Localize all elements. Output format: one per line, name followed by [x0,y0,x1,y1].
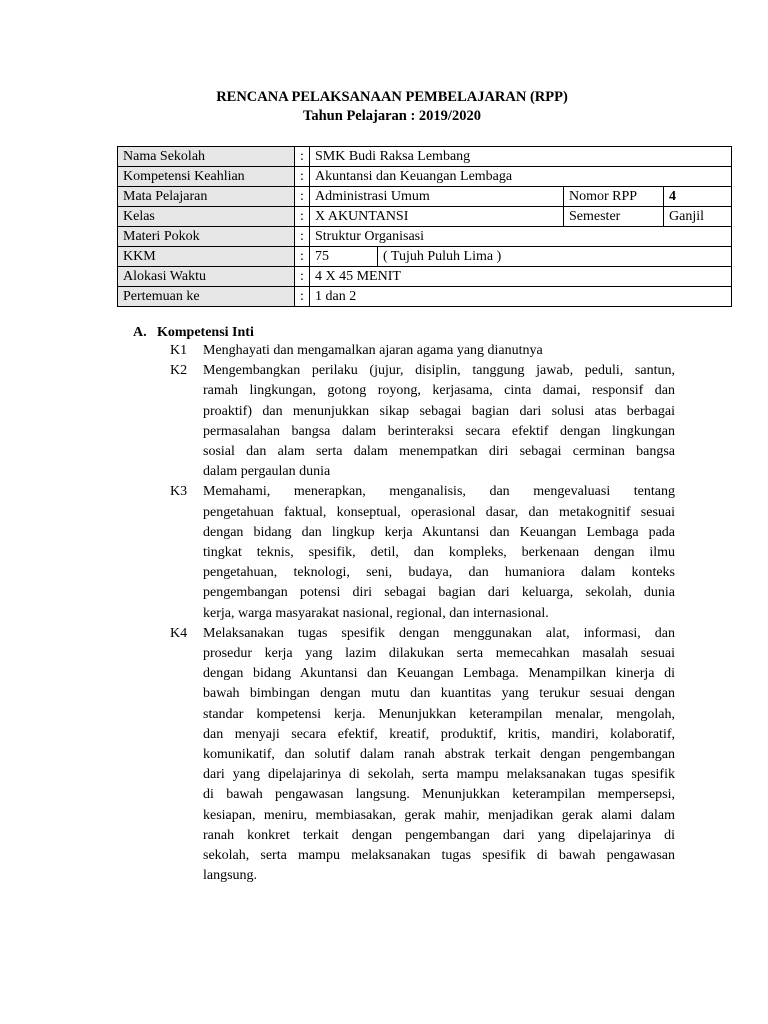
ki-text-line: permasalahan bangsa dalam berinteraksi secara efektif dengan lingkungan [203,423,675,439]
row-label-kelas: Kelas [118,207,295,227]
ki-text-line: proaktif) dan menunjukkan sikap sebagai bagian dari solusi atas berbagai [203,403,675,419]
ki-text-line: standar kompetensi kerja. Menunjukkan keterampilan menalar, mengolah, [203,706,675,722]
row-label-kompetensi-keahlian: Kompetensi Keahlian [118,167,295,187]
kkm-value: 75 [310,247,378,267]
ki-text [203,361,675,482]
section-marker: A. [133,325,147,340]
row-colon: : [295,227,310,247]
ki-text-line: pengembangan potensi diri sebagai bagian dari keluarga, sekolah, dunia [203,585,675,601]
row-label-kkm: KKM [118,247,295,267]
row-label-materi-pokok: Materi Pokok [118,227,295,247]
row-colon: : [295,207,310,227]
ki-text [203,624,675,887]
ki-text-line: dengan bidang dan lingkup kerja Akuntansi dan Keuangan Lembaga pada [203,524,675,540]
ki-text-line: sosial dan alam serta dalam menempatkan diri sebagai cerminan bangsa [203,444,675,459]
row-value-alokasi-waktu: 4 X 45 MENIT [310,267,732,287]
row-colon: : [295,147,310,167]
ki-text-line: tingkat teknis, spesifik, detil, dan kompleks, berkenaan dengan ilmu [203,545,675,560]
table-row [118,227,732,247]
row-value-kelas: X AKUNTANSI [310,207,564,227]
row-label-nama-sekolah: Nama Sekolah [118,147,295,167]
row-value-mata-pelajaran: Administrasi Umum [310,187,564,207]
ki-text-line: Mengembangkan perilaku (jujur, disiplin, tanggung jawab, peduli, santun, [203,363,675,379]
ki-text-line: prosedur kerja yang lazim dilakukan serta memecahkan masalah sesuai [203,646,675,661]
ki-code: K1 [170,343,188,358]
ki-text-line: langsung. [203,868,258,884]
ki-code: K4 [170,625,188,641]
semester-value: Ganjil [664,207,732,227]
ki-text-line: dari yang dipelajarinya di sekolah, serta mampu melaksanakan tugas spesifik [203,767,675,783]
ki-text-line: komunikatif, dan solutif dalam ranah abstrak terkait dengan pengembangan [203,747,675,763]
ki-text-line: Memahami, menerapkan, menganalisis, dan mengevaluasi tentang [203,484,675,500]
table-row [118,167,732,187]
section-heading-text: Kompetensi Inti [157,325,254,340]
table-row [118,147,732,167]
ki-text [203,482,675,623]
document-subtitle: Tahun Pelajaran : 2019/2020 [303,108,481,124]
ki-code: K2 [170,363,188,379]
row-label-pertemuan-ke: Pertemuan ke [118,287,295,307]
ki-text-line: ramah lingkungan, gotong royong, kerjasama, cinta damai, responsif dan [203,383,675,399]
table-row [118,207,732,227]
table-row [118,287,732,307]
ki-text-line: Melaksanakan tugas spesifik dengan menggunakan alat, informasi, dan [203,625,675,641]
row-colon: : [295,247,310,267]
ki-text-line: dalam pergaulan dunia [203,464,331,480]
row-colon: : [295,187,310,207]
row-colon: : [295,287,310,307]
section-heading [133,324,254,342]
row-label-mata-pelajaran: Mata Pelajaran [118,187,295,207]
table-row [118,267,732,287]
kkm-value-words: ( Tujuh Puluh Lima ) [378,247,732,267]
row-colon: : [295,167,310,187]
nomor-rpp-label: Nomor RPP [564,187,664,207]
ki-text-line: kesiapan, meniru, membiasakan, gerak mahir, menjadikan gerak alami dalam [203,807,675,823]
table-row [118,187,732,207]
row-label-alokasi-waktu: Alokasi Waktu [118,267,295,287]
ki-code: K3 [170,484,188,500]
ki-text-line: kerja, warga masyarakat nasional, regional, dan internasional. [203,605,549,621]
ki-text-line: pengetahuan, teknologi, seni, budaya, dan humaniora dalam konteks [203,565,675,581]
ki-text-line: dengan bidang Akuntansi dan Keuangan Lembaga. Menampilkan kinerja di [203,666,675,682]
document-title: RENCANA PELAKSANAAN PEMBELAJARAN (RPP) [216,89,568,105]
row-value-pertemuan-ke: 1 dan 2 [310,287,732,307]
row-value-materi-pokok: Struktur Organisasi [310,227,732,247]
ki-text-line: bawah bimbingan dengan mutu dan kuantitas yang terukur sesuai dengan [203,686,675,702]
row-value-kompetensi-keahlian: Akuntansi dan Keuangan Lembaga [310,167,732,187]
ki-text-line: Menghayati dan mengamalkan ajaran agama yang dianutnya [203,343,543,358]
ki-text-line: di bawah pengawasan langsung. Menunjukkan keterampilan mempersepsi, [203,787,675,803]
ki-text [203,341,675,361]
row-colon: : [295,267,310,287]
ki-text-line: ranah konkret terkait dengan pengembangan dari yang dipelajarinya di [203,827,675,843]
table-row [118,247,732,267]
row-value-nama-sekolah: SMK Budi Raksa Lembang [310,147,732,167]
semester-label: Semester [564,207,664,227]
ki-text-line: dan menyaji secara efektif, kreatif, produktif, kritis, mandiri, kolaboratif, [203,726,675,742]
ki-text-line: sekolah, serta mampu melaksanakan tugas spesifik di bawah pengawasan [203,848,675,864]
ki-text-line: pengetahuan faktual, konseptual, operasional dasar, dan metakognitif sesuai [203,504,675,520]
info-table [117,146,732,307]
nomor-rpp-value: 4 [664,187,732,207]
